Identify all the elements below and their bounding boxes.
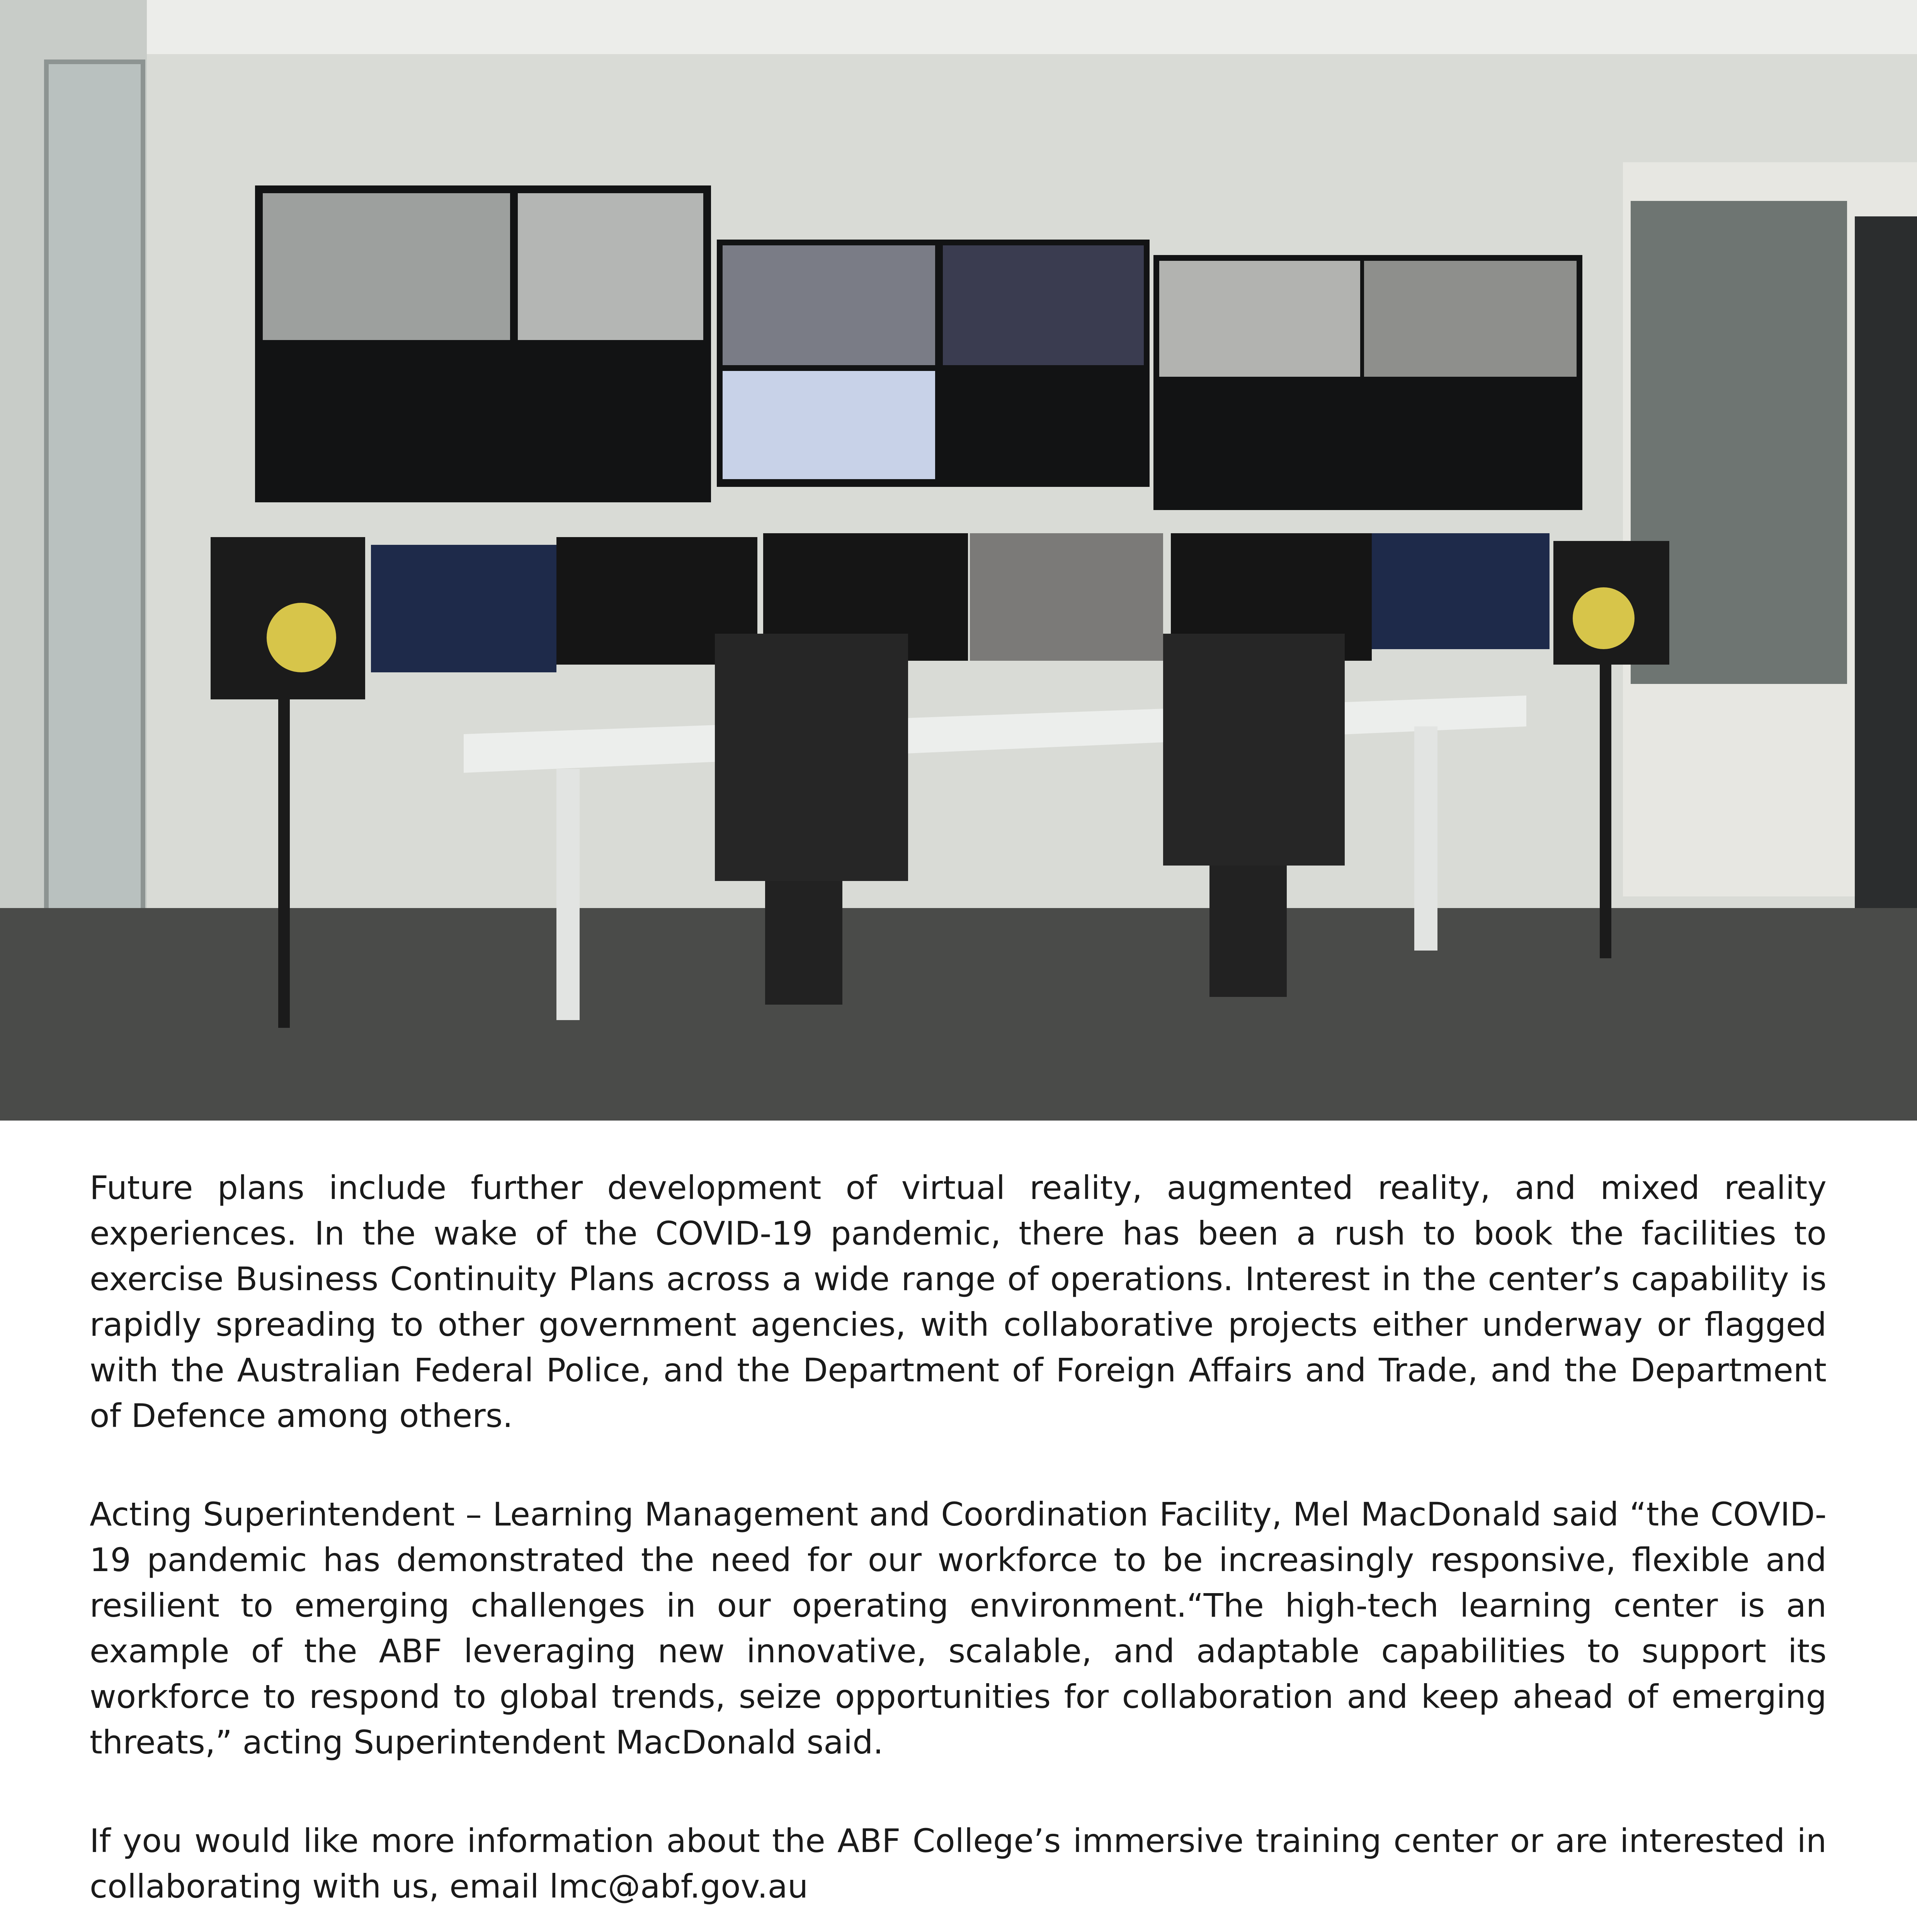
body-paragraph: Future plans include further development of virtual reality, augmented reality, and mixed reality experiences. In the wake of the COVID-19 pandemic, there has been a rush to book the facilities to exercise Business Continuity Plans across a wide range of operations. Interest in the center’s capability is rapidly spreading to other government agencies, with collaborative projects either underway or flagged with the Australian Federal Police, and the Department of Foreign Affairs and Trade, and the Department of Defence among others. [90,1169,1827,1435]
body-paragraph: Acting Superintendent – Learning Management and Coordination Facility, Mel MacDonald said “the COVID-19 pandemic has demonstrated the need for our workforce to be increasingly responsive, flexible and resilient to emerging challenges in our operating environment.“The high-tech learning center is an example of the ABF leveraging new innovative, scalable, and adaptable capabilities to support its workforce to respond to global trends, seize opportunities for collaboration and keep ahead of emerging threats,” acting Superintendent MacDonald said. [90,1495,1827,1761]
body-paragraph: If you would like more information about the ABF College’s immersive training center or are interested in collaborating with us, email lmc@abf.gov.au [90,1822,1827,1905]
